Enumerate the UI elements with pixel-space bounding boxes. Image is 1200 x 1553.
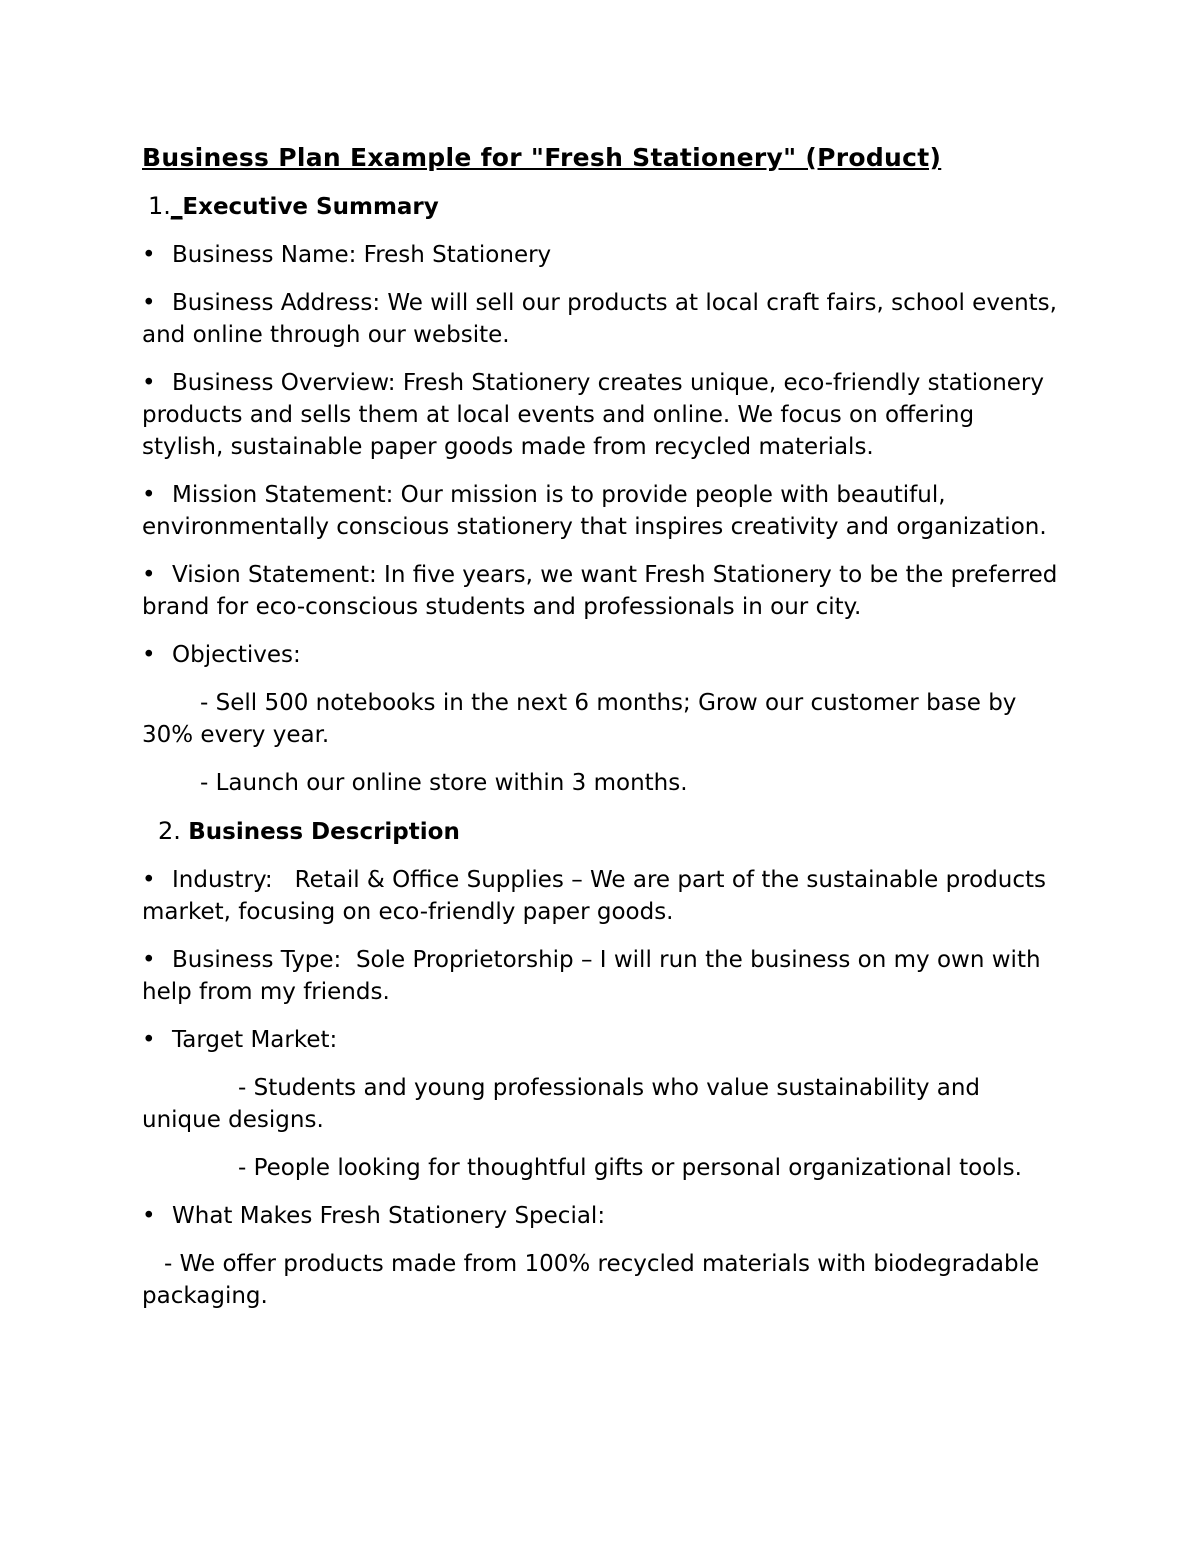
bullet-text: Retail & Office Supplies – We are part of the sustainable products market, focusing on eco-friendly paper goods. [142,867,1047,925]
bullet-what-makes-special [142,1200,1062,1232]
section-number: 2. [158,817,181,845]
bullet-text: Sole Proprietorship – I will run the business on my own with help from my friends. [142,947,1041,1005]
bullet-icon: • [142,242,156,268]
bullet-objectives [142,639,1062,671]
bullet-icon: • [142,1027,156,1053]
section-title: Executive Summary [182,194,439,220]
bullet-icon: • [142,482,156,508]
bullet-target-market [142,1024,1062,1056]
bullet-business-address [142,287,1062,351]
section-heading-business-description [158,815,1062,848]
section-heading-executive-summary [148,190,1062,223]
bullet-text: Mission Statement: Our mission is to provide people with beautiful, environmentally conscious stationery that inspires creativity and organization. [142,482,1047,540]
bullet-icon: • [142,642,156,668]
bullet-icon: • [142,290,156,316]
objective-item: - Launch our online store within 3 months. [200,770,688,796]
objective-item: - Sell 500 notebooks in the next 6 months; Grow our customer base by 30% every year. [142,690,1017,748]
heading-underscore: _ [170,194,183,220]
section-title: Business Description [188,819,460,845]
bullet-business-overview [142,367,1062,463]
bullet-text: Business Overview: Fresh Stationery creates unique, eco-friendly stationery products and sells them at local events and online. We focus on offering stylish, sustainable paper goods made from recycled materials. [142,370,1044,460]
bullet-text: Business Address: We will sell our products at local craft fairs, school events, and online through our website. [142,290,1057,348]
bullet-vision-statement [142,559,1062,623]
bullet-business-type [142,944,1062,1008]
section-number: 1. [148,192,171,220]
special-item: - We offer products made from 100% recycled materials with biodegradable packaging. [142,1251,1040,1309]
bullet-text: Business Name: Fresh Stationery [172,242,552,268]
document-body [142,140,1062,1328]
target-market-item: - People looking for thoughtful gifts or personal organizational tools. [238,1155,1022,1181]
bullet-icon: • [142,1203,156,1229]
bullet-mission-statement [142,479,1062,543]
bullet-label: Business Type: [172,947,342,973]
bullet-text: Target Market: [172,1027,338,1053]
bullet-icon: • [142,370,156,396]
bullet-business-name [142,239,1062,271]
bullet-text: Objectives: [172,642,301,668]
bullet-label: Industry: [172,867,273,893]
bullet-industry [142,864,1062,928]
bullet-icon: • [142,867,156,893]
bullet-text: Vision Statement: In five years, we want Fresh Stationery to be the preferred brand for eco-conscious students and professionals in our city. [142,562,1058,620]
bullet-icon: • [142,947,156,973]
bullet-text: What Makes Fresh Stationery Special: [172,1203,606,1229]
target-market-item: - Students and young professionals who value sustainability and unique designs. [142,1075,981,1133]
document-title: Business Plan Example for "Fresh Stationery" (Product) [142,143,942,172]
bullet-icon: • [142,562,156,588]
